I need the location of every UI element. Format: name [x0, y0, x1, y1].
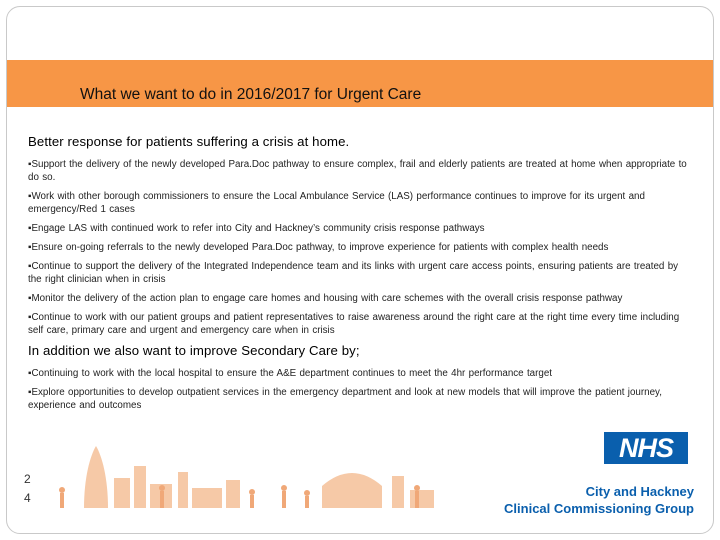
- slide-content: [28, 134, 688, 418]
- bullet-item: ▪Monitor the delivery of the action plan to engage care homes and housing with care schemes with the overall crisis response pathway: [28, 293, 623, 304]
- bullet-item: ▪Continue to support the delivery of the Integrated Independence team and its links with urgent care access points, ensuring patients are treated by the right clinician when in crisis: [28, 261, 679, 285]
- nhs-logo-text: NHS: [618, 433, 673, 463]
- bullet-item: ▪Work with other borough commissioners to ensure the Local Ambulance Service (LAS) performance continues to improve for its urgent and emergency/Red 1 cases: [28, 191, 645, 215]
- bullet-item: ▪Support the delivery of the newly developed Para.Doc pathway to ensure complex, frail and elderly patients are treated at home when appropriate to do so.: [28, 159, 687, 183]
- bullet-item: ▪Continuing to work with the local hospital to ensure the A&E department continues to meet the 4hr performance target: [28, 368, 553, 379]
- bullet-item: ▪Continue to work with our patient groups and patient representatives to raise awareness around the right care at the right time every time including self care, primary care and urgent and emergency care when in crisis: [28, 312, 680, 336]
- org-subtitle: Clinical Commissioning Group: [504, 501, 694, 516]
- heading-secondary-care: In addition we also want to improve Secondary Care by;: [28, 343, 360, 358]
- nhs-logo: [604, 432, 688, 464]
- page-number-digit: 2: [24, 472, 31, 486]
- bullet-item: ▪Explore opportunities to develop outpatient services in the emergency department and look at new models that will improve the patient journey, experience and outcomes: [28, 387, 662, 411]
- slide-title: What we want to do in 2016/2017 for Urgent Care: [80, 86, 422, 103]
- bullet-item: ▪Ensure on-going referrals to the newly developed Para.Doc pathway, to improve experience for patients with complex health needs: [28, 242, 609, 253]
- org-name: City and Hackney: [585, 484, 694, 499]
- heading-crisis-response: Better response for patients suffering a crisis at home.: [28, 134, 350, 149]
- page-number-digit: 4: [24, 491, 31, 505]
- page-number: [24, 470, 31, 508]
- city-skyline-illustration: [22, 438, 452, 512]
- bullet-item: ▪Engage LAS with continued work to refer into City and Hackney’s community crisis response pathways: [28, 223, 485, 234]
